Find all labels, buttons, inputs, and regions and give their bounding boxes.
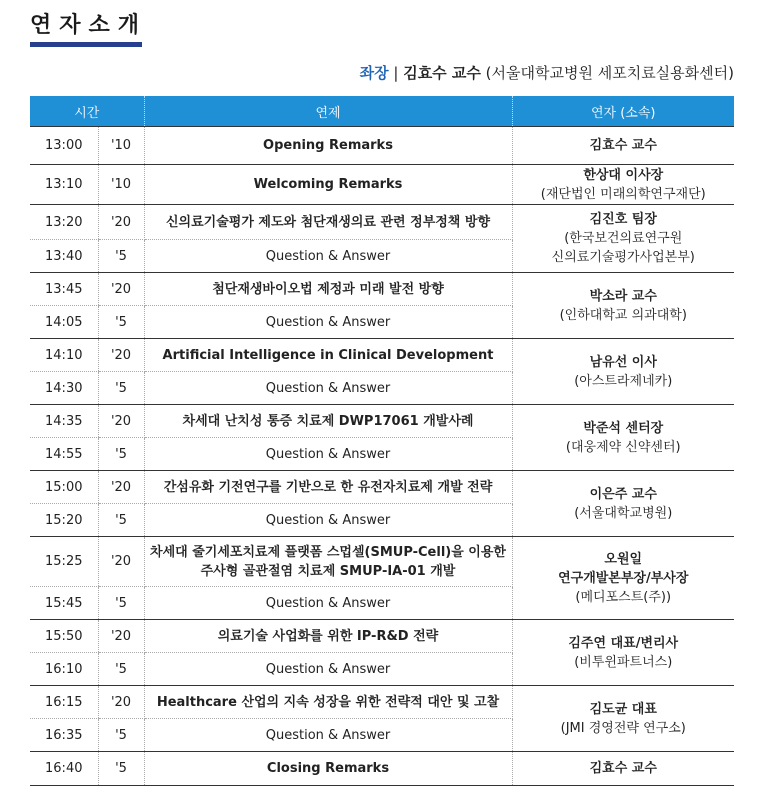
speaker-cell <box>512 273 734 339</box>
time-cell: 13:10 <box>30 165 98 205</box>
topic-cell: Question & Answer <box>144 653 512 686</box>
col-header-time: 시간 <box>30 96 144 127</box>
time-cell: 14:35 <box>30 405 98 438</box>
speaker-name: 김도균 대표 <box>589 701 657 717</box>
topic-cell: 신의료기술평가 제도와 첨단재생의료 관련 정부정책 방향 <box>144 205 512 240</box>
duration-cell: '10 <box>98 165 144 205</box>
time-cell: 13:40 <box>30 240 98 273</box>
topic-cell: Welcoming Remarks <box>144 165 512 205</box>
duration-cell: '5 <box>98 372 144 405</box>
speaker-cell <box>512 686 734 752</box>
speaker-cell <box>512 339 734 405</box>
time-cell: 13:20 <box>30 205 98 240</box>
table-row <box>30 405 734 438</box>
speaker-cell <box>512 471 734 537</box>
topic-cell: Question & Answer <box>144 504 512 537</box>
topic-cell: Healthcare 산업의 지속 성장을 위한 전략적 대안 및 고찰 <box>144 686 512 719</box>
chair-name: 김효수 교수 <box>403 64 481 82</box>
speaker-title: 연구개발본부장/부사장 <box>558 570 689 586</box>
duration-cell: '5 <box>98 752 144 786</box>
duration-cell: '5 <box>98 306 144 339</box>
table-row <box>30 620 734 653</box>
time-cell: 15:00 <box>30 471 98 504</box>
speaker-name: 김효수 교수 <box>589 761 657 776</box>
table-row <box>30 339 734 372</box>
time-cell: 15:20 <box>30 504 98 537</box>
section-title: 연자소개 <box>30 13 148 38</box>
speaker-affiliation-line2: 신의료기술평가사업본부) <box>551 250 695 265</box>
topic-cell: Question & Answer <box>144 438 512 471</box>
topic-line1: 차세대 줄기세포치료제 플랫폼 스멉셀(SMUP-Cell)을 이용한 <box>150 544 506 560</box>
speaker-cell <box>512 127 734 165</box>
speaker-cell <box>512 752 734 786</box>
speaker-name: 남유선 이사 <box>589 354 657 370</box>
table-row <box>30 752 734 786</box>
header-row <box>30 96 734 127</box>
duration-cell: '20 <box>98 273 144 306</box>
speaker-cell <box>512 620 734 686</box>
time-cell: 16:10 <box>30 653 98 686</box>
topic-cell <box>144 537 512 587</box>
speaker-affiliation: (JMI 경영전략 연구소) <box>560 720 686 736</box>
speaker-affiliation: (아스트라제네카) <box>574 373 673 389</box>
time-cell: 13:00 <box>30 127 98 165</box>
duration-cell: '20 <box>98 471 144 504</box>
speaker-affiliation: (대웅제약 신약센터) <box>565 439 681 455</box>
speaker-affiliation: (재단법인 미래의학연구재단) <box>540 186 706 202</box>
duration-cell: '20 <box>98 686 144 719</box>
speaker-name: 김진호 팀장 <box>589 212 657 227</box>
col-header-topic: 연제 <box>144 96 512 127</box>
duration-cell: '5 <box>98 504 144 537</box>
speaker-name: 김주연 대표/변리사 <box>568 635 679 651</box>
duration-cell: '5 <box>98 438 144 471</box>
time-cell: 15:45 <box>30 587 98 620</box>
title-underline <box>30 42 142 47</box>
duration-cell: '20 <box>98 537 144 587</box>
speaker-name: 오원일 <box>604 551 643 567</box>
time-cell: 16:15 <box>30 686 98 719</box>
speaker-name: 이은주 교수 <box>589 486 657 502</box>
duration-cell: '20 <box>98 405 144 438</box>
chair-info <box>360 62 734 83</box>
time-cell: 16:40 <box>30 752 98 786</box>
duration-cell: '5 <box>98 587 144 620</box>
time-cell: 14:05 <box>30 306 98 339</box>
speaker-affiliation: (한국보건의료연구원 <box>564 231 683 246</box>
time-cell: 16:35 <box>30 719 98 752</box>
speaker-name: 박소라 교수 <box>589 288 657 304</box>
speaker-cell <box>512 537 734 620</box>
topic-cell: Question & Answer <box>144 372 512 405</box>
duration-cell: '20 <box>98 339 144 372</box>
topic-cell: Question & Answer <box>144 306 512 339</box>
speaker-affiliation: (인하대학교 의과대학) <box>559 307 687 323</box>
table-row <box>30 686 734 719</box>
topic-cell: Question & Answer <box>144 587 512 620</box>
speaker-name: 박준석 센터장 <box>583 420 664 436</box>
topic-cell: Artificial Intelligence in Clinical Development <box>144 339 512 372</box>
duration-cell: '10 <box>98 127 144 165</box>
topic-line2: 주사형 골관절염 치료제 SMUP-IA-01 개발 <box>200 563 456 579</box>
speaker-cell <box>512 165 734 205</box>
topic-cell: 차세대 난치성 통증 치료제 DWP17061 개발사례 <box>144 405 512 438</box>
chair-affiliation: (서울대학교병원 세포치료실용화센터) <box>485 64 734 82</box>
time-cell: 13:45 <box>30 273 98 306</box>
table-row <box>30 537 734 587</box>
table-row <box>30 165 734 205</box>
topic-cell: Question & Answer <box>144 240 512 273</box>
speaker-cell <box>512 205 734 273</box>
speaker-name: 김효수 교수 <box>589 138 657 153</box>
time-cell: 15:50 <box>30 620 98 653</box>
table-row <box>30 273 734 306</box>
time-cell: 14:10 <box>30 339 98 372</box>
topic-cell: 첨단재생바이오법 제정과 미래 발전 방향 <box>144 273 512 306</box>
chair-label: 좌장 <box>359 64 389 82</box>
col-header-speaker: 연자 (소속) <box>512 96 734 127</box>
topic-cell: 의료기술 사업화를 위한 IP-R&D 전략 <box>144 620 512 653</box>
chair-divider: | <box>393 64 399 82</box>
topic-cell: 간섬유화 기전연구를 기반으로 한 유전자치료제 개발 전략 <box>144 471 512 504</box>
table-row <box>30 205 734 240</box>
topic-cell: Opening Remarks <box>144 127 512 165</box>
speaker-affiliation: (메디포스트(주)) <box>575 589 672 605</box>
speaker-cell <box>512 405 734 471</box>
duration-cell: '20 <box>98 620 144 653</box>
topic-cell: Closing Remarks <box>144 752 512 786</box>
speaker-affiliation: (서울대학교병원) <box>574 505 673 521</box>
duration-cell: '5 <box>98 719 144 752</box>
table-row <box>30 471 734 504</box>
topic-cell: Question & Answer <box>144 719 512 752</box>
duration-cell: '20 <box>98 205 144 240</box>
schedule-table <box>30 96 734 786</box>
duration-cell: '5 <box>98 240 144 273</box>
time-cell: 15:25 <box>30 537 98 587</box>
time-cell: 14:55 <box>30 438 98 471</box>
speaker-name: 한상대 이사장 <box>583 167 664 183</box>
time-cell: 14:30 <box>30 372 98 405</box>
table-row <box>30 127 734 165</box>
duration-cell: '5 <box>98 653 144 686</box>
speaker-affiliation: (비투윈파트너스) <box>574 654 673 670</box>
